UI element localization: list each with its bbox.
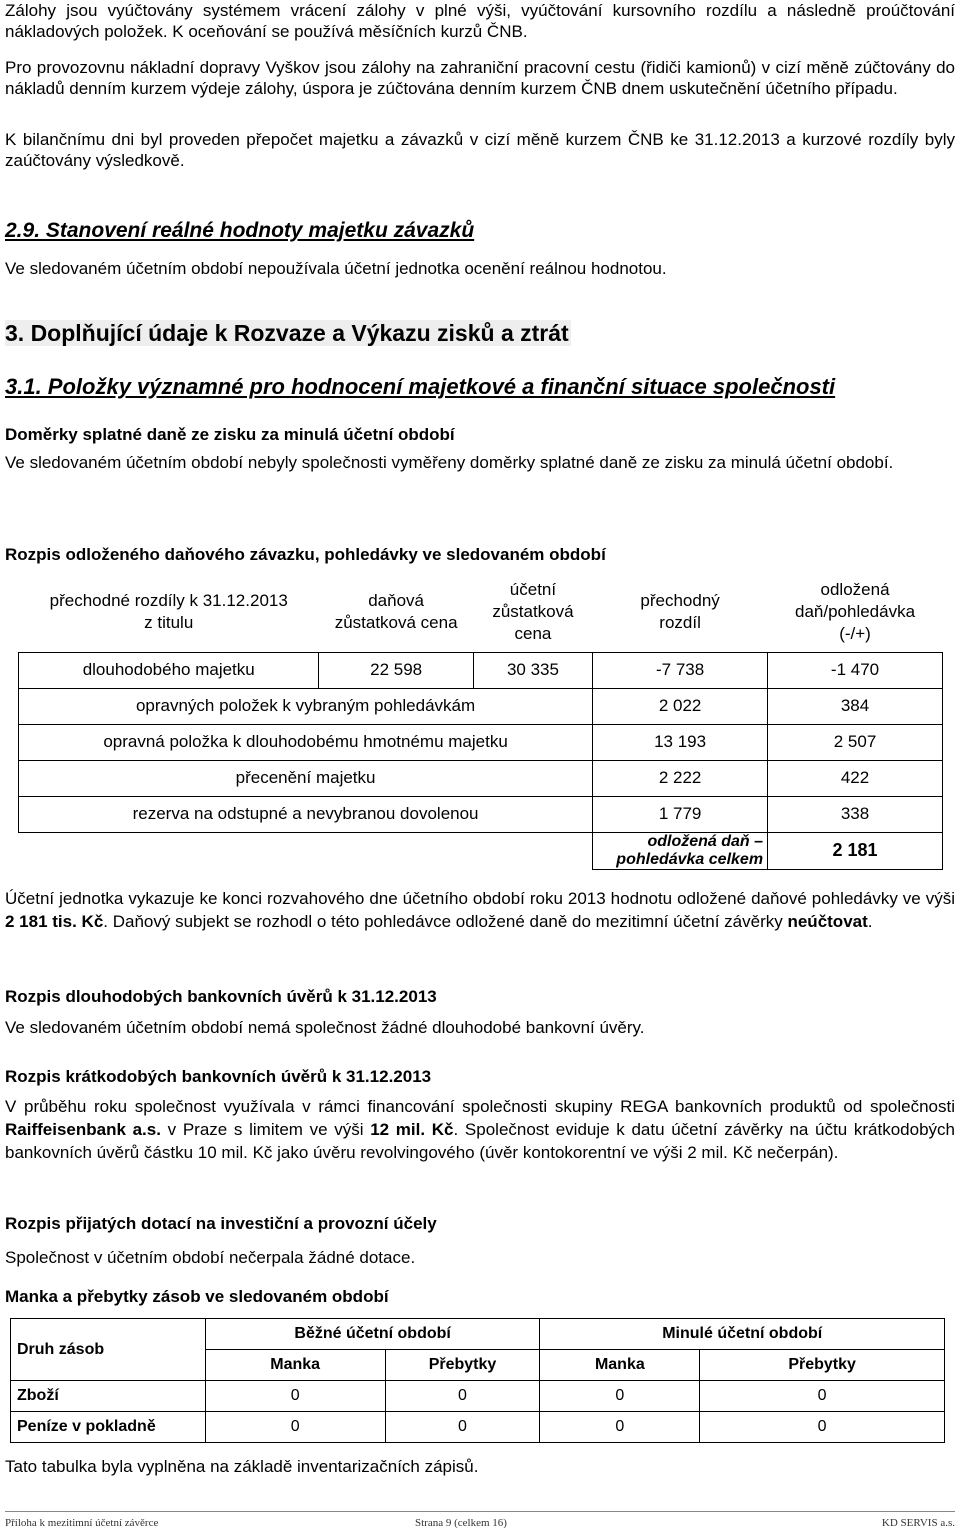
row-value: 0 [385,1412,540,1443]
intro-paragraph-3: K bilančnímu dni byl proveden přepočet majetku a závazků v cizí měně kurzem ČNB ke 31.12.2013 a kurzové rozdíly byly zaúčtovány výsledkově. [5,130,955,170]
row-deferred: -1 470 [768,652,943,688]
header-inventory-type: Druh zásob [11,1319,206,1381]
row-value: 0 [385,1381,540,1412]
inventory-heading: Manka a přebytky zásob ve sledovaném období [5,1287,389,1306]
deferred-tax-total-row [19,832,943,869]
row-label: přecenění majetku [19,760,593,796]
short-loans-paragraph: V průběhu roku společnost využívala v rámci financování společnosti skupiny REGA bankovních produktů od společnosti Raiffeisenbank a.s. v Praze s limitem ve výši 12 mil. Kč. Společnost eviduje k datu účetní závěrky na účtu krátkodobých bankovních úvěrů částku 10 mil. Kč jako úvěru revolvingového (úvěr kontokorentní ve výši 2 mil. Kč nečerpán). [5,1097,955,1162]
row-label: rezerva na odstupné a nevybranou dovolenou [19,796,593,832]
header-book-value: účetní zůstatková cena [492,579,574,643]
header-transition-differences: přechodné rozdíly k 31.12.2013 z titulu [49,590,288,632]
row-difference: 1 779 [593,796,768,832]
footer-company: KD SERVIS a.s. [881,1517,955,1529]
section-3-heading: 3. Doplňující údaje k Rozvaze a Výkazu zisků a ztrát [5,320,569,346]
intro-paragraph-2: Pro provozovnu nákladní dopravy Vyškov jsou zálohy na zahraniční pracovní cestu (řidiči kamionů) v cizí měně zúčtovány do nákladů denním kurzem výdeje zálohy, úspora je zúčtována denním kurzem ČNB dnem uskutečnění účetního případu. [5,58,955,98]
footer-page-number: Strana 9 (celkem 16) [415,1517,507,1529]
row-tax-value: 22 598 [319,652,473,688]
inventory-table [10,1318,945,1443]
subsidies-text: Společnost v účetním období nečerpala žádné dotace. [5,1248,416,1267]
row-difference: 2 222 [593,760,768,796]
header-previous-period: Minulé účetní období [540,1319,945,1350]
domerky-text: Ve sledovaném účetním období nebyly společnosti vyměřeny doměrky splatné daně ze zisku za minulá účetní období. [5,453,894,472]
intro-paragraph-1: Zálohy jsou vyúčtovány systémem vrácení zálohy v plné výši, vyúčtování kursovního rozdílu a následně proúčtování nákladových položek. K oceňování se používá měsíčních kurzů ČNB. [5,1,955,41]
row-deferred: 338 [768,796,943,832]
row-value: 0 [205,1381,385,1412]
inventory-header-row-1 [11,1319,945,1350]
table-row [11,1381,945,1412]
table-row [19,688,943,724]
header-difference: přechodný rozdíl [640,590,720,632]
section-2-9-text: Ve sledovaném účetním období nepoužívala účetní jednotka ocenění reálnou hodnotou. [5,259,667,278]
deferred-tax-heading: Rozpis odloženého daňového závazku, pohledávky ve sledovaném období [5,545,606,564]
header-shortage-previous: Manka [540,1350,700,1381]
footer-left: Příloha k mezitimní účetní závěrce [5,1517,159,1529]
header-shortage-current: Manka [205,1350,385,1381]
table-row [19,724,943,760]
row-book-value: 30 335 [473,652,592,688]
table-row [19,796,943,832]
row-value: 0 [700,1381,945,1412]
page-footer [5,1511,955,1532]
row-deferred: 422 [768,760,943,796]
row-deferred: 384 [768,688,943,724]
deferred-tax-table [18,572,943,870]
row-difference: 13 193 [593,724,768,760]
row-value: 0 [700,1412,945,1443]
header-current-period: Běžné účetní období [205,1319,540,1350]
table-row [19,652,943,688]
header-surplus-current: Přebytky [385,1350,540,1381]
long-loans-text: Ve sledovaném účetním období nemá společnost žádné dlouhodobé bankovní úvěry. [5,1018,645,1037]
header-deferred: odložená daň/pohledávka (-/+) [795,579,916,643]
row-difference: 2 022 [593,688,768,724]
total-value: 2 181 [768,832,943,869]
row-difference: -7 738 [593,652,768,688]
table-row [19,760,943,796]
domerky-heading: Doměrky splatné daně ze zisku za minulá účetní období [5,425,455,444]
table-row [11,1412,945,1443]
subsidies-heading: Rozpis přijatých dotací na investiční a provozní účely [5,1214,437,1233]
long-loans-heading: Rozpis dlouhodobých bankovních úvěrů k 31.12.2013 [5,987,437,1006]
short-loans-heading: Rozpis krátkodobých bankovních úvěrů k 31.12.2013 [5,1067,432,1086]
section-2-9-heading: 2.9. Stanovení reálné hodnoty majetku závazků [5,219,475,242]
row-value: 0 [540,1412,700,1443]
row-label: Zboží [11,1381,206,1412]
section-3-heading-wrap [5,320,571,347]
row-label: dlouhodobého majetku [19,652,319,688]
row-label: opravná položka k dlouhodobému hmotnému majetku [19,724,593,760]
header-tax-value: daňová zůstatková cena [334,590,458,632]
section-3-1-heading: 3.1. Položky významné pro hodnocení majetkové a finanční situace společnosti [5,374,836,399]
row-label: opravných položek k vybraným pohledávkám [19,688,593,724]
inventory-note: Tato tabulka byla vyplněna na základě inventarizačních zápisů. [5,1457,479,1476]
deferred-tax-header-row [19,572,943,652]
row-value: 0 [540,1381,700,1412]
header-surplus-previous: Přebytky [700,1350,945,1381]
row-value: 0 [205,1412,385,1443]
total-label: odložená daň – pohledávka celkem [593,832,768,869]
deferred-tax-paragraph: Účetní jednotka vykazuje ke konci rozvahového dne účetního období roku 2013 hodnotu odložené daňové pohledávky ve výši 2 181 tis. Kč. Daňový subjekt se rozhodl o této pohledávce odložené daně do mezitimní účetní závěrky neúčtovat. [5,889,955,931]
row-deferred: 2 507 [768,724,943,760]
row-label: Peníze v pokladně [11,1412,206,1443]
